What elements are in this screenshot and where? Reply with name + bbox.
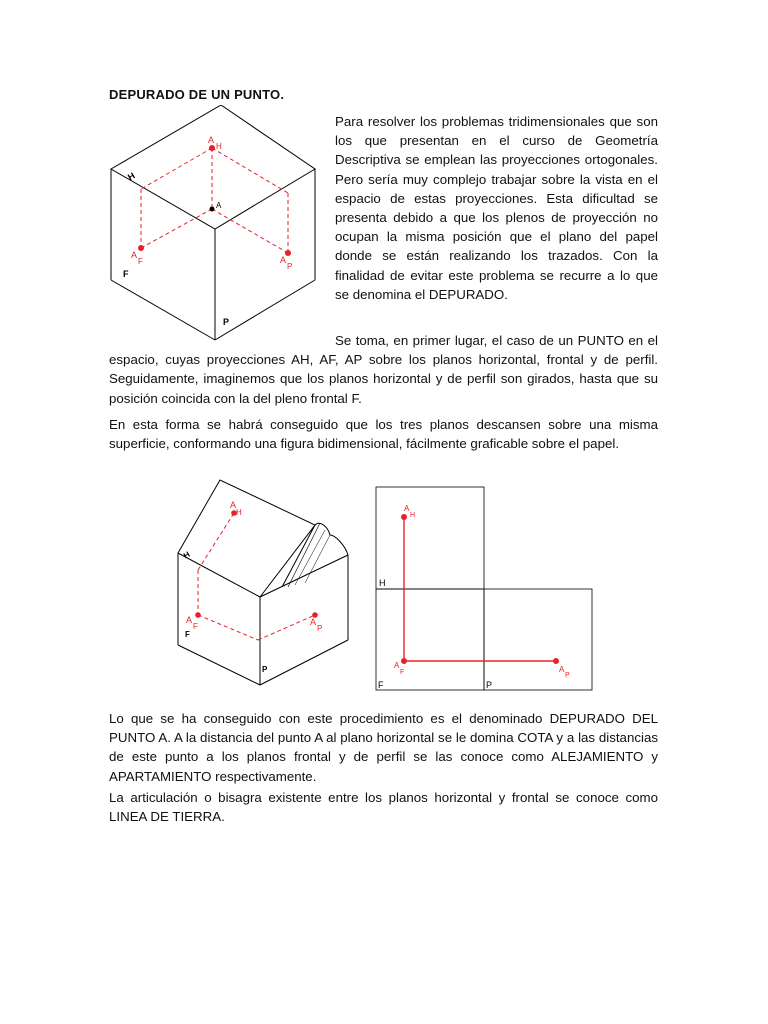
profile-plane: [484, 589, 592, 690]
figure-depurado: [370, 480, 600, 695]
label-ap-main: A: [280, 255, 287, 265]
label-ah-sub: H: [216, 142, 222, 151]
label-af-sub: F: [138, 257, 143, 266]
label-ap-main: A: [559, 665, 565, 674]
paragraph-intro: Para resolver los problemas tridimensionales que son los que presentan en el curso de Geometría Descriptiva se emplean las proyecciones ortogonales. Pero sería muy complejo trabajar sobre la vista en el espacio de estas proyecciones. Esta dificultad se presenta debido a que los plenos de proyección no ocupan la misma posición que el plano del papel donde se están realizando los trazados. Con la finalidad de evitar este problema se recurre a lo que se denomina el DEPURADO.: [335, 114, 658, 302]
label-plane-h: H: [126, 170, 137, 183]
label-plane-f: F: [185, 630, 190, 639]
paragraph-linea-de-tierra: La articulación o bisagra existente entre los planos horizontal y frontal se conoce como LINEA DE TIERRA.: [109, 790, 658, 825]
label-ap-sub: P: [317, 624, 323, 633]
label-plane-p: P: [486, 680, 493, 690]
point-af: [195, 612, 201, 618]
label-af-main: A: [131, 250, 138, 260]
figure-isometric-cube: [108, 105, 318, 345]
label-ah-main: A: [404, 504, 410, 513]
horizontal-plane-rotating: [178, 480, 315, 597]
document-title: DEPURADO DE UN PUNTO.: [109, 87, 285, 102]
point-ah: [401, 514, 407, 520]
label-ah-main: A: [230, 500, 237, 510]
point-af: [401, 658, 407, 664]
paragraph-three-planes: En esta forma se habrá conseguido que los tres planos descansen sobre una misma superficie, conformando una figura bidimensional, fácilmente graficable sobre el papel.: [109, 417, 658, 452]
label-plane-f: F: [378, 680, 384, 690]
label-ap-sub: P: [287, 262, 293, 271]
label-ap-sub: P: [565, 672, 570, 679]
label-af-main: A: [394, 661, 400, 670]
label-af-sub: F: [193, 622, 198, 631]
label-ah-sub: H: [410, 512, 416, 519]
label-plane-p: P: [262, 665, 268, 674]
paragraph-point-in-space: Se toma, en primer lugar, el caso de un PUNTO en el espacio, cuyas proyecciones AH, AF, AP sobre los planos horizontal, frontal y de perfil. Seguidamente, imaginemos que los planos horizontal y de perfil son girados, hasta que su posición coincida con la del pleno frontal F.: [109, 333, 658, 406]
label-a: A: [216, 201, 222, 210]
label-ap-main: A: [310, 617, 317, 627]
point-a: [210, 207, 215, 212]
point-ah: [209, 145, 215, 151]
label-plane-h: H: [182, 549, 192, 561]
point-af: [138, 245, 144, 251]
figure-rotating-planes: [170, 475, 350, 690]
label-ah-sub: H: [236, 508, 242, 517]
label-plane-p: P: [223, 317, 230, 327]
label-plane-f: F: [123, 269, 129, 279]
paragraph-depurado-result: Lo que se ha conseguido con este procedimiento es el denominado DEPURADO DEL PUNTO A. A la distancia del punto A al plano horizontal se le domina COTA y a las distancias de este punto a los planos frontal y de perfil se las conoce como ALEJAMIENTO y APARTAMIENTO respectivamente.: [109, 711, 658, 784]
label-plane-h: H: [379, 578, 386, 588]
label-af-main: A: [186, 615, 193, 625]
label-af-sub: F: [400, 669, 405, 676]
frontal-plane: [376, 589, 484, 690]
label-ah-main: A: [208, 135, 215, 145]
point-ap: [553, 658, 559, 664]
horizontal-plane: [376, 487, 484, 589]
